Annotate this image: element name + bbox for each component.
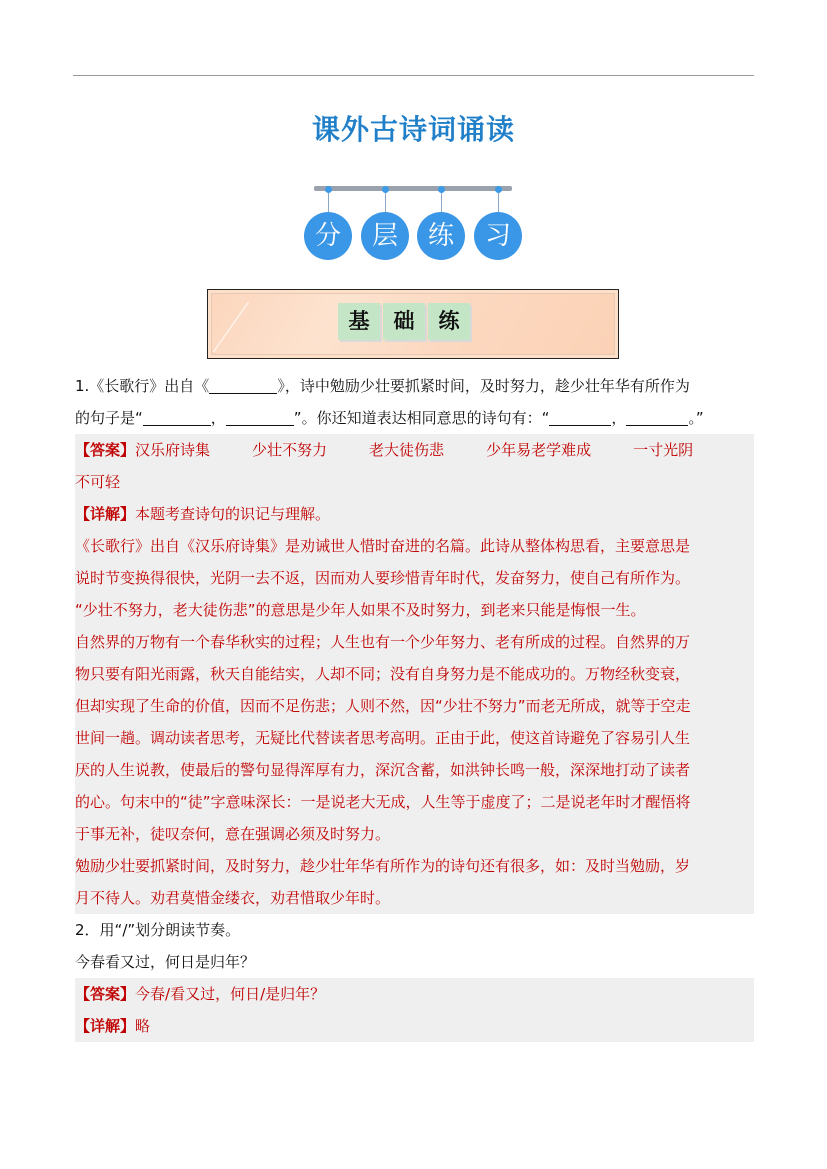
q1-answer: 【答案】 汉乐府诗集 少壮不努力 老大徒伤悲 少年易老学难成 一寸光阴	[75, 441, 694, 459]
q1-detail-line: “少壮不努力，老大徒伤悲”的意思是少年人如果不及时努力，到老来只能是悔恨一生。	[75, 601, 646, 619]
hanging-bar	[314, 186, 512, 191]
level-char: 练	[428, 303, 470, 340]
answer-blank	[143, 407, 211, 426]
page-title: 课外古诗词诵读	[311, 113, 515, 146]
header-rule	[73, 75, 754, 76]
q1-detail-line: 说时节变换得很快，光阴一去不返，因而劝人要珍惜青年时代，发奋努力，使自己有所作为。	[75, 569, 691, 587]
layer-badge-char: 层	[361, 212, 409, 260]
q1-detail-line: 物只要有阳光雨露，秋天自能结实，人却不同；没有自身努力是不能成功的。万物经秋变衰，	[75, 665, 691, 683]
q2-poem: 今春看又过，何日是归年？	[75, 953, 256, 971]
q2-stem: 2．用“/”划分朗读节奏。	[75, 921, 241, 939]
q1-detail-line: 但却实现了生命的价值，因而不足伤悲；人则不然，因“少壮不努力”而老无所成，就等于空走	[75, 697, 691, 715]
q1-stem-line1: 1.《长歌行》出自《 》，诗中勉励少壮要抓紧时间，及时努力，趁少壮年华有所作为	[75, 377, 690, 395]
q1-answer-cont: 不可轻	[75, 473, 121, 491]
q1-detail-line: 厌的人生说教，使最后的警句显得浑厚有力，深沉含蓄，如洪钟长鸣一般，深深地打动了读者	[75, 761, 691, 779]
level-char: 基	[338, 303, 380, 340]
layered-practice-banner	[300, 184, 525, 264]
answer-blank	[226, 407, 294, 426]
answer-blank	[209, 375, 277, 394]
layer-badge-char: 习	[474, 212, 522, 260]
q1-detail-line: 于事无补，徒叹奈何，意在强调必须及时努力。	[75, 825, 391, 843]
level-char: 础	[383, 303, 425, 340]
layer-badge-char: 分	[304, 212, 352, 260]
q1-detail-line: 《长歌行》出自《汉乐府诗集》是劝诫世人惜时奋进的名篇。此诗从整体构思看，主要意思是	[75, 537, 691, 555]
answer-blank	[626, 407, 688, 426]
q2-detail: 【详解】略	[75, 1017, 151, 1035]
q1-detail-line: 自然界的万物有一个春华秋实的过程；人生也有一个少年努力、老有所成的过程。自然界的万	[75, 633, 691, 651]
q1-detail-intro: 【详解】本题考查诗句的识记与理解。	[75, 505, 331, 523]
layer-badge-char: 练	[417, 212, 465, 260]
questions	[75, 370, 754, 1042]
q2-answer: 【答案】今春/看又过，何日/是归年？	[75, 985, 326, 1003]
q1-detail-line: 勉励少壮要抓紧时间，及时努力，趁少壮年华有所作为的诗句还有很多，如：及时当勉励，岁	[75, 857, 691, 875]
q1-detail-line: 世间一趟。调动读者思考，无疑比代替读者思考高明。正由于此，使这首诗避免了容易引人生	[75, 729, 691, 747]
q1-answer-block	[75, 434, 754, 914]
q1-detail-line: 月不待人。劝君莫惜金缕衣，劝君惜取少年时。	[75, 889, 391, 907]
answer-blank	[549, 407, 611, 426]
q2-answer-block	[75, 978, 754, 1042]
q1-stem-line2: 的句子是“ ， ”。你还知道表达相同意思的诗句有：“ ， 。”	[75, 409, 704, 427]
q1-detail-line: 的心。句末中的“徒”字意味深长：一是说老大无成，人生等于虚度了；二是说老年时才醒悟将	[75, 793, 691, 811]
basic-practice-box	[207, 289, 619, 359]
